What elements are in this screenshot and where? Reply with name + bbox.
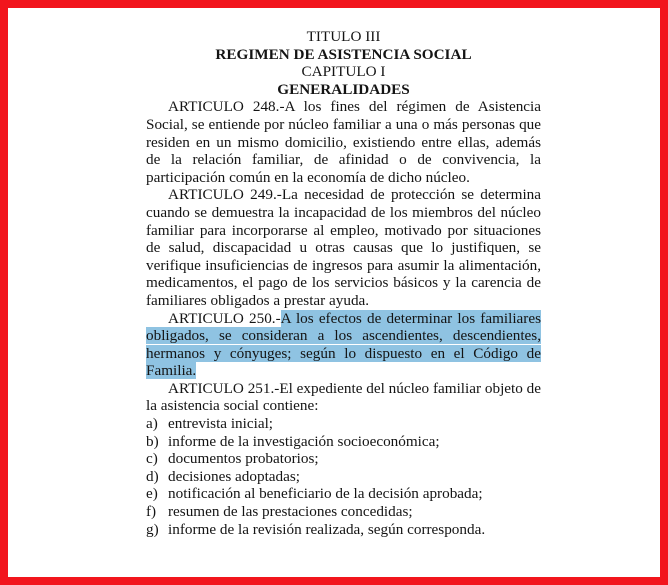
title: TITULO III bbox=[306, 28, 381, 45]
list-marker: b) bbox=[146, 432, 159, 450]
list-item bbox=[146, 485, 541, 503]
article-250 bbox=[146, 310, 541, 380]
list-item bbox=[146, 521, 541, 539]
list-marker: f) bbox=[146, 503, 157, 521]
article-248-number: ARTICULO 248.- bbox=[168, 98, 285, 116]
list-item-text: documentos probatorios; bbox=[168, 450, 319, 468]
article-249-text: La necesidad de protección se determina cuando se demuestra la incapacidad de los miembros del núcleo familiar para incorporarse al empleo, motivado por situaciones de salud, discapacidad u otras causas que lo justifiquen, se verifique insuficiencias de ingresos para asumir la alimentación, medicamentos, el pago de los servicios básicos y la carencia de familiares obligados a prestar ayuda. bbox=[146, 186, 542, 309]
chapter-title: GENERALIDADES bbox=[277, 80, 410, 98]
article-248-text: A los fines del régimen de Asistencia Social, se entiende por núcleo familiar a una o más personas que residen en un mismo domicilio, existiendo entre ellas, además de la relación familiar, de afinidad o de convivencia, la participación común en la economía de dicho núcleo. bbox=[146, 98, 542, 186]
list-item-text: decisiones adoptadas; bbox=[168, 467, 301, 485]
list-item-text: resumen de las prestaciones concedidas; bbox=[168, 503, 413, 521]
list-item bbox=[146, 468, 541, 486]
article-250-text-highlighted: A los efectos de determinar los familiares obligados, se consideran a los ascendientes, descendientes, hermanos y cónyuges; según lo dispuesto en el Código de Familia. bbox=[146, 309, 541, 380]
article-251 bbox=[146, 380, 541, 415]
list-item-text: informe de la revisión realizada, según corresponda. bbox=[168, 520, 486, 538]
article-251-list bbox=[146, 415, 541, 538]
article-248 bbox=[146, 98, 541, 186]
list-marker: e) bbox=[146, 485, 158, 503]
list-item-text: notificación al beneficiario de la decisión aprobada; bbox=[168, 485, 483, 503]
list-item bbox=[146, 450, 541, 468]
list-marker: c) bbox=[146, 450, 158, 468]
list-marker: g) bbox=[146, 520, 159, 538]
article-251-number: ARTICULO 251.- bbox=[168, 379, 280, 397]
list-item-text: entrevista inicial; bbox=[168, 415, 274, 433]
article-250-number: ARTICULO 250.- bbox=[168, 309, 281, 327]
list-item bbox=[146, 433, 541, 451]
subtitle: REGIMEN DE ASISTENCIA SOCIAL bbox=[215, 45, 472, 63]
article-251-text: El expediente del núcleo familiar objeto de la asistencia social contiene: bbox=[146, 379, 542, 415]
article-249-number: ARTICULO 249.- bbox=[168, 186, 282, 204]
article-249 bbox=[146, 186, 541, 309]
list-marker: a) bbox=[146, 415, 158, 433]
document-page bbox=[146, 28, 541, 538]
chapter-heading: CAPITULO I bbox=[301, 63, 386, 81]
list-item bbox=[146, 503, 541, 521]
list-item bbox=[146, 415, 541, 433]
list-item-text: informe de la investigación socioeconómica; bbox=[168, 432, 440, 450]
list-marker: d) bbox=[146, 467, 159, 485]
